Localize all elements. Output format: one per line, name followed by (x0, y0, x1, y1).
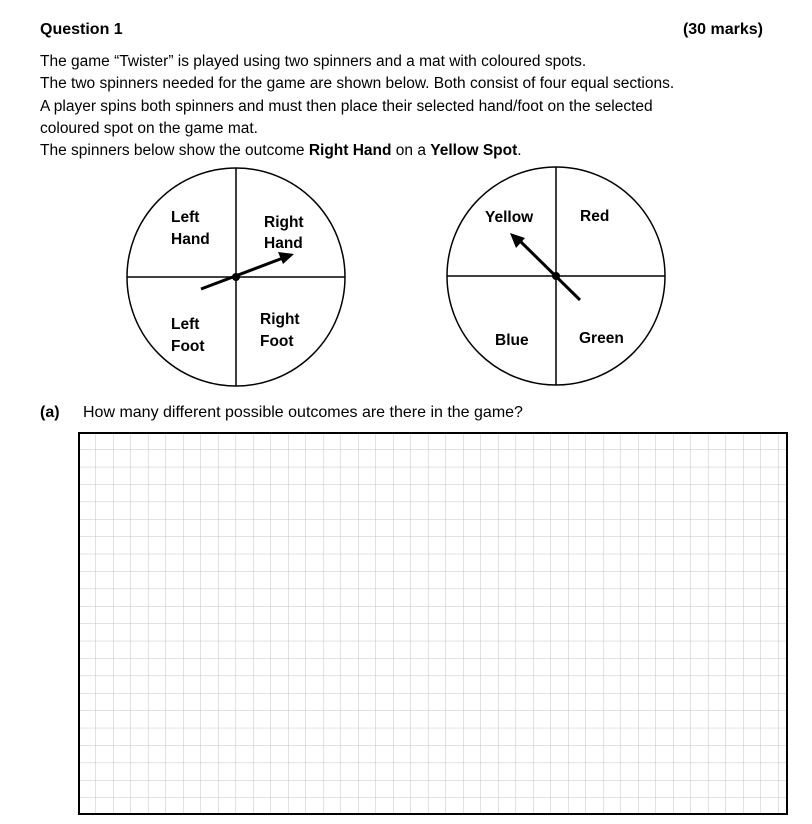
part-a-label: (a) (40, 404, 60, 421)
section-label-blue: Blue (495, 332, 529, 349)
limb-spinner (120, 162, 352, 394)
intro-text: . (517, 142, 522, 160)
intro-line: coloured spot on the game mat. (40, 119, 258, 137)
intro-line: The game “Twister” is played using two spinners and a mat with coloured spots. (40, 53, 587, 70)
question-marks: (30 marks) (682, 21, 763, 38)
section-label-right-foot-2: Foot (260, 333, 294, 350)
section-label-right-foot-1: Right (260, 311, 300, 328)
intro-line: A player spins both spinners and must then place their selected hand/foot on the selected (40, 97, 653, 115)
intro-text: The spinners below show the outcome (40, 142, 309, 160)
intro-text: on a (391, 142, 431, 160)
section-label-yellow: Yellow (485, 209, 534, 226)
colour-spinner (440, 165, 672, 397)
answer-grid[interactable] (78, 432, 788, 815)
question-intro (40, 51, 780, 162)
section-label-red: Red (580, 208, 610, 225)
outcome-colour: Yellow Spot (430, 142, 518, 160)
question-title: Question 1 (40, 21, 123, 38)
section-label-right-hand-2: Hand (264, 235, 303, 252)
spinner-arrow (201, 258, 283, 289)
grid-lines (78, 432, 788, 815)
section-label-left-foot-2: Foot (171, 338, 205, 355)
section-label-left-foot-1: Left (171, 316, 200, 333)
section-label-left-hand-2: Hand (171, 231, 210, 248)
section-label-right-hand-1: Right (264, 214, 304, 231)
spinner-pivot (232, 273, 240, 281)
section-label-green: Green (579, 330, 624, 347)
part-a-question: How many different possible outcomes are there in the game? (83, 404, 523, 421)
outcome-limb: Right Hand (308, 142, 392, 160)
spinner-pivot (552, 272, 560, 280)
intro-line: The two spinners needed for the game are shown below. Both consist of four equal sections. (40, 75, 675, 93)
section-label-left-hand-1: Left (171, 209, 200, 226)
intro-line (40, 140, 780, 162)
spinner-arrow (520, 241, 580, 300)
